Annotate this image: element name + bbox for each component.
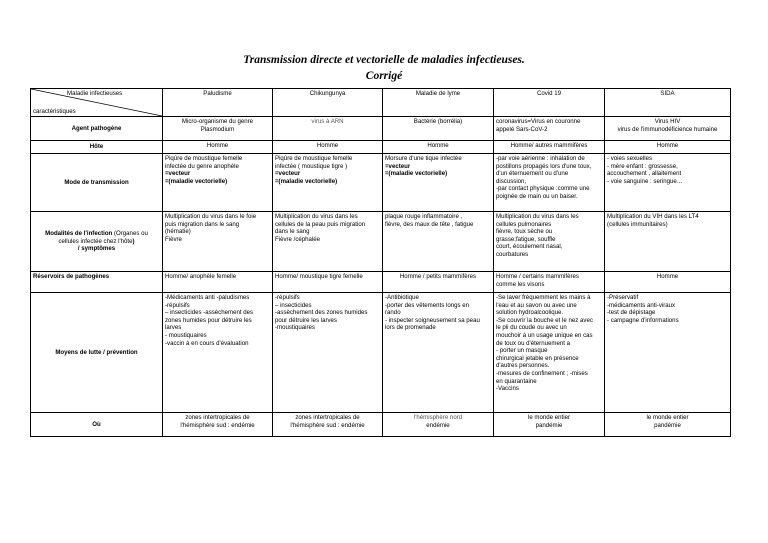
cell-line: de toux ou d'éternuement a (496, 339, 571, 347)
cell-line: en quarantaine (496, 377, 537, 385)
cell-line: -par voie aérienne : inhalation de (496, 155, 585, 162)
cell-line: chirurgical jetable en présence (496, 354, 579, 362)
cell: Homme (273, 141, 383, 154)
cell-line: Multiplication du virus dans les (275, 213, 358, 220)
cell-line: - moustiquaires (165, 331, 207, 339)
cell-line: Multiplication du virus dans le foie (165, 213, 257, 220)
cell-line: - mère enfant : grossesse, (607, 162, 678, 170)
cell-line: Micro-organisme du genre (181, 118, 254, 125)
cell-line: le pli du coude ou avec un (496, 324, 567, 332)
cell-line: -Se laver fréquemment les mains à (496, 294, 591, 301)
cell-line: zones humides pour détruire les (165, 316, 252, 324)
cell-line: -Se couvrir la bouche et le nez avec (496, 316, 593, 324)
row-label: Moyens de lutte / prévention (31, 293, 163, 413)
cell-line: =(maladie vectorielle) (165, 177, 228, 185)
document-title: Transmission directe et vectorielle de maladies infectieuses. (243, 54, 525, 66)
cell-line: rando (385, 309, 401, 317)
cell-line: puis migration dans le sang (165, 220, 240, 228)
cell-line: -par contact physique :comme une (496, 185, 590, 193)
cell-line: -vaccin à en cours d'évaluation (165, 339, 249, 347)
cell-line: Piqûre de moustique femelle (165, 155, 243, 162)
cell: Homme (605, 141, 731, 154)
row-modalites (31, 212, 731, 272)
row-reservoirs (31, 272, 731, 293)
row-label-part: / symptômes (77, 245, 116, 253)
cell-line: larves (165, 324, 182, 332)
cell-line: l'eau et au savon ou avec une (496, 301, 577, 309)
cell-line: infectée du genre anophèle (165, 162, 239, 170)
cell-line: -Préservatif (607, 294, 639, 301)
row-label (31, 212, 163, 272)
cell-line: -Vaccins (496, 385, 519, 393)
cell-line: grasse;fatigue, souffle (496, 235, 556, 243)
cell-line: - inspecter soigneusement sa peau (385, 316, 480, 324)
column-header: Paludisme (163, 89, 273, 117)
cell-line: cellules pulmonaires (496, 220, 552, 228)
cell-line: Morsure d'une tique infectée (385, 155, 462, 162)
corner-bottom-label: caractéristiques (33, 108, 76, 116)
cell-line: -moustiquaires (275, 324, 315, 332)
cell-line: coronavirus=Virus en couronne (496, 118, 581, 125)
column-header: Maladie de lyme (383, 89, 494, 117)
document-subtitle: Corrigé (365, 70, 403, 82)
cell-line: mouchoir à un usage unique en cas (496, 331, 593, 339)
cell: Homme (163, 141, 273, 154)
cell-line: d'un éternuement ou d'une (496, 170, 569, 178)
cell-line: – insecticides (275, 301, 312, 309)
cell-line: d'autres personnes. (496, 362, 550, 370)
cell-line: =(maladie vectorielle) (385, 170, 448, 178)
row-label: Mode de transmission (31, 154, 163, 212)
cell-line: comme les visons (496, 280, 545, 288)
cell-line: Plasmodium (200, 125, 235, 133)
cell-line: le monde entier (527, 414, 570, 421)
cell-line: lors de promenade (385, 324, 436, 332)
cell-line: -test de dépistage (607, 309, 656, 317)
cell-line: =vecteur (275, 170, 301, 178)
cell-line: virus de l'immunodéficience humaine (617, 125, 718, 133)
cell-line: infectée ( moustique tigre ) (275, 162, 348, 170)
cell-line: -porter des vêtements longs en (385, 301, 470, 309)
disease-table (30, 88, 731, 437)
cell-line: Piqûre de moustique femelle (275, 155, 353, 162)
cell: Homme (383, 141, 494, 154)
cell-line: Homme/ anophèle femelle (165, 273, 237, 280)
row-agent (31, 117, 731, 141)
cell-line: virus à ARN (311, 118, 344, 125)
cell-line: -Antibiotique (385, 294, 419, 301)
cell-line: -répulsifs (165, 301, 190, 309)
cell-line: Homme (656, 273, 679, 280)
cell-line: Virus HIV (654, 118, 681, 125)
cell-line: -mesures de confinement ; -mises (496, 369, 588, 377)
cell-line: -Médicaments anti -paludismes (165, 294, 250, 301)
cell-line: zones intertropicales de (185, 414, 250, 421)
cell-line: dans le sang (275, 228, 310, 236)
row-lutte (31, 293, 731, 413)
cell-line: (hématie) (165, 228, 191, 236)
cell-line: Homme/ moustique tigre femelle (275, 273, 363, 280)
cell-line: zones intertropicales de (295, 414, 360, 421)
row-label: Réservoirs de pathogènes (31, 272, 163, 293)
cell-line: plaque rouge inflammatoire , (385, 213, 463, 220)
cell-line: Homme / petits mammifères (399, 273, 477, 280)
cell-line: cellules de la peau puis migration (275, 220, 366, 228)
cell-line: Multiplication du VIH dans les LT4 (607, 213, 699, 220)
cell-line: -répulsifs (275, 294, 300, 301)
corner-top-label: Maladie infectieuses (67, 90, 123, 97)
column-header: Chikungunya (273, 89, 383, 117)
cell-line: - campagne d'informations (607, 316, 679, 324)
cell-line: -assèchement des zones humides (275, 309, 368, 317)
cell-line: - voie sanguine : seringue… (607, 177, 683, 185)
cell-line: accouchement , allaitement (607, 170, 682, 178)
corner-cell (31, 89, 163, 117)
cell-line: - porter un masque (496, 347, 548, 355)
cell: Homme/ autres mammifères (494, 141, 605, 154)
cell-line: pour détruire les larves (275, 316, 337, 324)
cell-line: =vecteur (385, 162, 411, 170)
cell-line: Bactérie (borrélia) (413, 118, 463, 125)
column-header: SIDA (605, 89, 731, 117)
cell-line: fièvre, des maux de tête , fatigue (385, 220, 474, 228)
cell-line: courbatures (496, 250, 529, 258)
cell-line: endémie (426, 421, 450, 429)
cell-line: l'hémisphère nord (413, 414, 463, 421)
cell-line: pandémie (654, 421, 681, 429)
cell-line: court, écoulement nasal, (496, 243, 563, 251)
row-label-part: ) (132, 237, 135, 245)
cell-line: Homme / certains mammifères (496, 273, 579, 280)
row-transmission (31, 154, 731, 212)
cell-line: discussion, (496, 177, 527, 185)
row-label-part: cellules infectée chez l'hôte (58, 237, 133, 245)
cell-line: postillons propagés lors d'une toux, (496, 162, 592, 170)
row-hote (31, 141, 731, 154)
cell-line: l'hémisphère sud : endémie (290, 421, 365, 429)
cell-line: solution hydroalcoolique. (496, 309, 564, 317)
cell-line: – insecticides -assèchement des (165, 309, 254, 317)
cell-line: fièvre, toux sèche ou (496, 228, 553, 236)
row-label: Agent pathogène (31, 117, 163, 141)
cell-line: - voies sexuelles (607, 155, 653, 162)
cell-line: Fièvre (165, 235, 182, 243)
cell-line: appelé Sars-CoV-2 (496, 125, 548, 133)
cell-line: Fièvre /céphalée (275, 235, 321, 243)
cell-line: =(maladie vectorielle) (275, 177, 338, 185)
row-label-part: Modalités de l'infection (45, 230, 113, 238)
row-ou (31, 413, 731, 437)
cell-line: poignée de main ou un baiser. (496, 192, 578, 200)
cell-line: -médicaments anti-viraux (607, 301, 676, 309)
row-label-part: (Organes ou (112, 230, 148, 238)
column-header: Covid 19 (494, 89, 605, 117)
row-label: Hôte (31, 141, 163, 154)
row-label: Où (31, 413, 163, 437)
cell-line: Multiplication du virus dans les (496, 213, 579, 220)
cell-line: (cellules immunitaires) (607, 220, 668, 228)
cell-line: pandémie (535, 421, 563, 429)
header-row (31, 89, 731, 117)
cell-line: l'hémisphère sud : endémie (180, 421, 255, 429)
cell-line: =vecteur (165, 170, 191, 178)
cell-line: le monde entier (646, 414, 689, 421)
